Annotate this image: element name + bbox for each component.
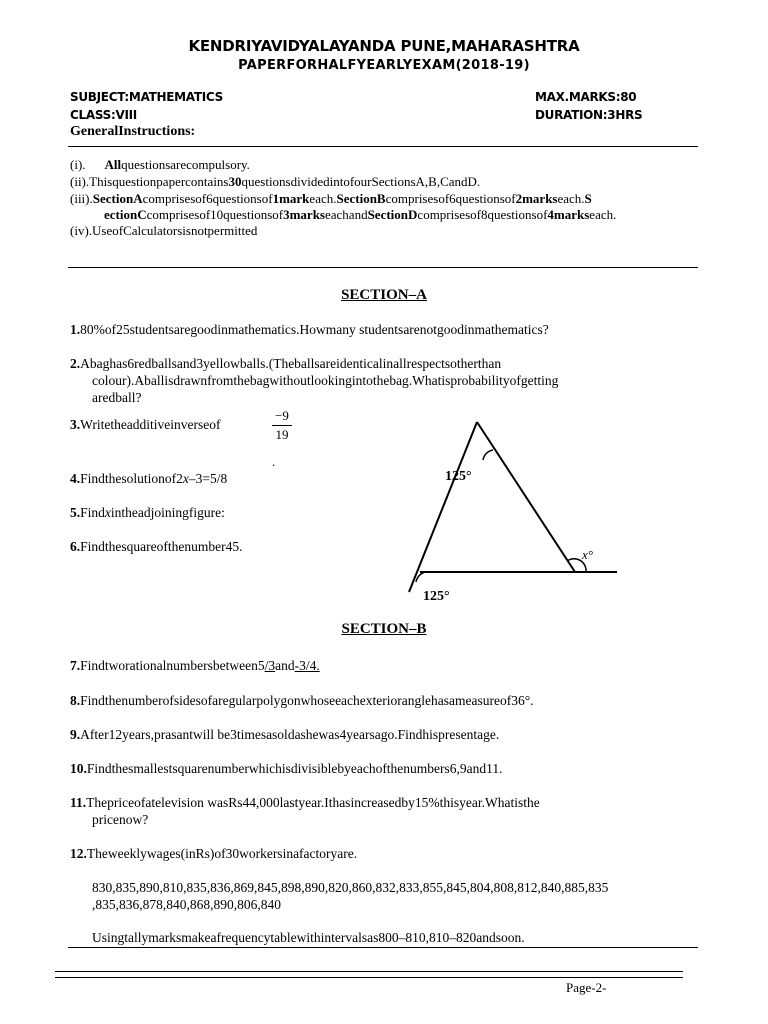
question-11: 11.Thepriceofatelevision wasRs44,000lastyear.Ithasincreasedby15%thisyear.Whatisthe pricenow? bbox=[70, 795, 540, 827]
duration: DURATION:3HRS bbox=[535, 108, 643, 122]
instruction-ii: (ii).Thisquestionpapercontains30questionsdividedintofourSectionsA,B,CandD. bbox=[70, 174, 481, 189]
bottom-rule bbox=[68, 947, 698, 948]
footer-rule-1 bbox=[55, 971, 683, 972]
instruction-i: (i). Allquestionsarecompulsory. bbox=[70, 157, 250, 172]
max-marks: MAX.MARKS:80 bbox=[535, 90, 637, 104]
fraction-denominator: 19 bbox=[275, 427, 289, 442]
question-9: 9.After12years,prasantwill be3timesasoldashewas4yearsago.Findhispresentage. bbox=[70, 727, 500, 742]
question-1: 1.80%of25studentsaregoodinmathematics.Howmany studentsarenotgoodinmathematics? bbox=[70, 322, 549, 337]
fraction-numerator: −9 bbox=[275, 408, 289, 423]
instruction-iii: (iii).SectionAcomprisesof6questionsof1markeach.SectionBcomprisesof6questionsof2markseach.S bbox=[70, 191, 592, 206]
fraction-bar bbox=[272, 425, 292, 426]
question-4: 4.Findthesolutionof2x–3=5/8 bbox=[70, 471, 228, 486]
header-rule bbox=[68, 146, 698, 147]
triangle-figure bbox=[395, 420, 625, 610]
triangle-right-side bbox=[477, 422, 575, 572]
footer-rule-2 bbox=[55, 977, 683, 978]
question-3: 3.Writetheadditiveinverseof bbox=[70, 417, 221, 432]
question-5: 5.Findxintheadjoiningfigure: bbox=[70, 505, 225, 520]
class: CLASS:VIII bbox=[70, 108, 137, 122]
question-6: 6.Findthesquareofthenumber45. bbox=[70, 539, 243, 554]
question-2: 2.Abaghas6redballsand3yellowballs.(Theballsareidenticalinallrespectsotherthan colour).Aballisdrawnfromthebagwithoutlookingintothebag.Whatisprobabilityofgetting aredball? bbox=[70, 356, 559, 405]
general-instructions-heading: GeneralInstructions: bbox=[70, 124, 196, 139]
question-8: 8.Findthenumberofsidesofaregularpolygonwhoseeachexterioranglehasameasureof36°. bbox=[70, 693, 534, 708]
question-10: 10.Findthesmallestsquarenumberwhichisdivisiblebyeachofthenumbers6,9and11. bbox=[70, 761, 503, 776]
angle-label-x: x° bbox=[582, 547, 593, 562]
fraction-dot: . bbox=[272, 454, 276, 469]
question-12-task: Usingtallymarksmakeafrequencytablewithintervalsas800–810,810–820andsoon. bbox=[92, 930, 525, 945]
triangle-left-side bbox=[409, 422, 477, 592]
section-b-title: SECTION–B bbox=[341, 621, 427, 637]
subject: SUBJECT:MATHEMATICS bbox=[70, 90, 223, 104]
question-7: 7.Findtworationalnumbersbetween5/3and-3/4. bbox=[70, 658, 320, 673]
school-name: KENDRIYAVIDYALAYANDA PUNE,MAHARASHTRA bbox=[188, 37, 580, 55]
instruction-iii-continued: ectionCcomprisesof10questionsof3markseachandSectionDcomprisesof8questionsof4markseach. bbox=[104, 207, 617, 222]
instruction-iv: (iv).UseofCalculatorsisnotpermitted bbox=[70, 223, 258, 238]
wages-data: 830,835,890,810,835,836,869,845,898,890,820,860,832,833,855,845,804,808,812,840,885,835 ,835,836,878,840,868,890,806,840 bbox=[92, 880, 609, 912]
page-number: Page-2- bbox=[566, 980, 607, 995]
section-a-title: SECTION–A bbox=[341, 287, 427, 303]
angle-label-bottom: 125° bbox=[423, 589, 450, 604]
question-12: 12.Theweeklywages(inRs)of30workersinafactoryare. bbox=[70, 846, 358, 861]
angle-label-top: 125° bbox=[445, 469, 472, 484]
instructions-rule bbox=[68, 267, 698, 268]
arc-top bbox=[483, 450, 493, 460]
paper-title: PAPERFORHALFYEARLYEXAM(2018-19) bbox=[238, 58, 530, 73]
